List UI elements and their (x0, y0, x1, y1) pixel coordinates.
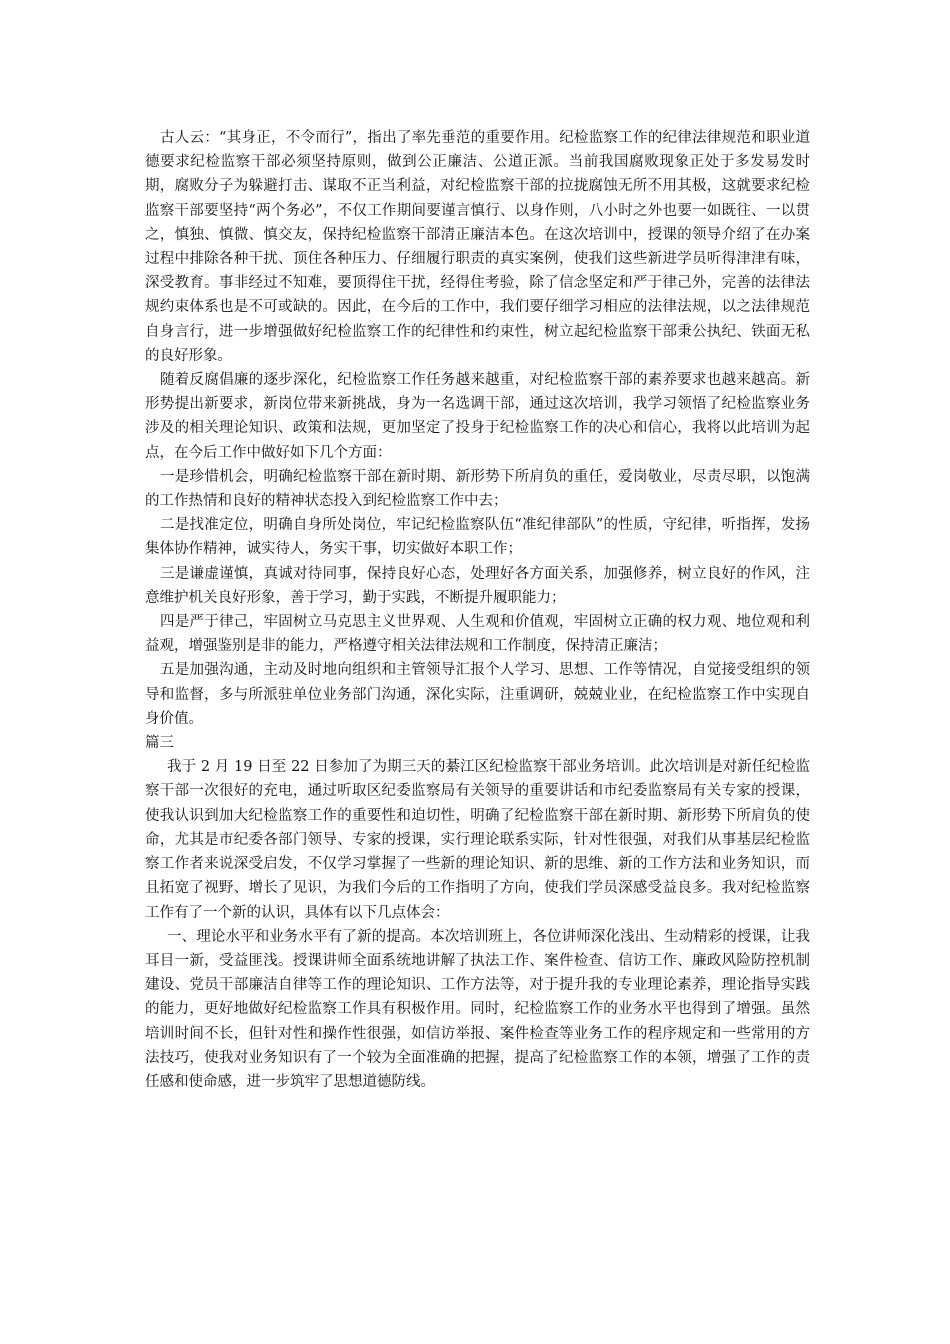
section-heading: 篇三 (145, 735, 174, 752)
paragraph-6: 四是严于律己，牢固树立马克思主义世界观、人生观和价值观，牢固树立正确的权力观、地位观和利益观，增强鉴别是非的能力，严格遵守相关法律法规和工作制度，保持清正廉洁； (145, 614, 810, 655)
paragraph-5: 三是谦虚谨慎，真诚对待同事，保持良好心态，处理好各方面关系，加强修养，树立良好的作风，注意维护机关良好形象，善于学习，勤于实践，不断提升履职能力； (145, 565, 810, 606)
paragraph-9: 一、理论水平和业务水平有了新的提高。本次培训班上，各位讲师深化浅出、生动精彩的授课，让我耳目一新，受益匪浅。授课讲师全面系统地讲解了执法工作、案件检查、信访工作、廉政风险防控机制建设、党员干部廉洁自律等工作的理论知识、工作方法等，对于提升我的专业理论素养，理论指导实践的能力，更好地做好纪检监察工作具有积极作用。同时，纪检监察工作的业务水平也得到了增强。虽然培训时间不长，但针对性和操作性很强，如信访举报、案件检查等业务工作的程序规定和一些常用的方法技巧，使我对业务知识有了一个较为全面准确的把握，提高了纪检监察工作的本领，增强了工作的责任感和使命感，进一步筑牢了思想道德防线。 (145, 928, 810, 1090)
paragraph-3: 一是珍惜机会，明确纪检监察干部在新时期、新形势下所肩负的重任，爱岗敬业，尽责尽职，以饱满的工作热情和良好的精神状态投入到纪检监察工作中去； (145, 468, 810, 510)
paragraph-1: 古人云：“其身正，不令而行”，指出了率先垂范的重要作用。纪检监察工作的纪律法律规范和职业道德要求纪检监察干部必须坚持原则，做到公正廉洁、公道正派。当前我国腐败现象正处于多发易发时期，腐败分子为躲避打击、谋取不正当利益，对纪检监察干部的拉拢腐蚀无所不用其极，这就要求纪检监察干部要坚持“两个务必”，不仅工作期间要谨言慎行、以身作则，八小时之外也要一如既往、一以贯之，慎独、慎微、慎交友，保持纪检监察干部清正廉洁本色。在这次培训中，授课的领导介绍了在办案过程中排除各种干扰、顶住各种压力、仔细履行职责的真实案例，使我们这些新进学员听得津津有味，深受教育。事非经过不知难，要顶得住干扰，经得住考验，除了信念坚定和严于律己外，完善的法律法规约束体系也是不可或缺的。因此，在今后的工作中，我们要仔细学习相应的法律法规，以之法律规范自身言行，进一步增强做好纪检监察工作的纪律性和约束性，树立起纪检监察干部秉公执纪、铁面无私的良好形象。 (145, 130, 810, 364)
paragraph-7: 五是加强沟通，主动及时地向组织和主管领导汇报个人学习、思想、工作等情况，自觉接受组织的领导和监督，多与所派驻单位业务部门沟通，深化实际，注重调研，兢兢业业，在纪检监察工作中实现自身价值。 (145, 662, 810, 727)
document-body (145, 126, 810, 1094)
paragraph-2: 随着反腐倡廉的逐步深化，纪检监察工作任务越来越重，对纪检监察干部的素养要求也越来越高。新形势提出新要求，新岗位带来新挑战，身为一名选调干部，通过这次培训，我学习领悟了纪检监察业务涉及的相关理论知识、政策和法规，更加坚定了投身于纪检监察工作的决心和信心，我将以此培训为起点，在今后工作中做好如下几个方面： (145, 372, 810, 461)
paragraph-8: 我于 2 月 19 日至 22 日参加了为期三天的綦江区纪检监察干部业务培训。此次培训是对新任纪检监察干部一次很好的充电，通过听取区纪委监察局有关领导的重要讲话和市纪委监察局有关专家的授课，使我认识到加大纪检监察工作的重要性和迫切性，明确了纪检监察干部在新时期、新形势下所肩负的使命，尤其是市纪委各部门领导、专家的授课，实行理论联系实际，针对性很强，对我们从事基层纪检监察工作者来说深受启发，不仅学习掌握了一些新的理论知识、新的思维、新的工作方法和业务知识，而且拓宽了视野、增长了见识，为我们今后的工作指明了方向，使我们学员深感受益良多。我对纪检监察工作有了一个新的认识，具体有以下几点体会： (145, 759, 810, 921)
paragraph-4: 二是找准定位，明确自身所处岗位，牢记纪检监察队伍“准纪律部队”的性质，守纪律，听指挥，发扬集体协作精神，诚实待人，务实干事，切实做好本职工作； (145, 517, 810, 558)
